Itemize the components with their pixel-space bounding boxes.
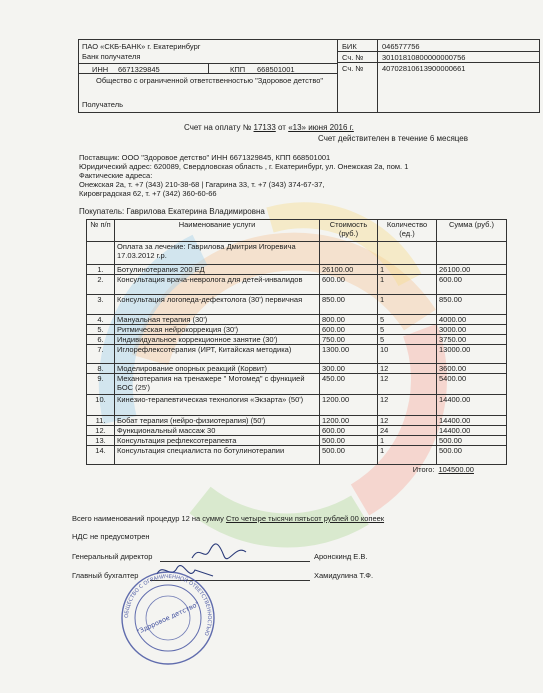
row-service-name: Консультация врача-невролога для детей-инвалидов <box>115 275 320 295</box>
row-service-name: Консультация специалиста по ботулинотерапии <box>115 446 320 465</box>
row-number: 3. <box>87 295 115 315</box>
supplier-line-2: Юридический адрес: 620089, Свердловская область , г. Екатеринбург, ул. Онежская 2а, пом. 1 <box>79 162 409 171</box>
row-number: 9. <box>87 374 115 395</box>
bik-label: БИК <box>342 42 357 51</box>
row-qty: 24 <box>378 426 437 436</box>
row-sum: 600.00 <box>437 275 507 295</box>
row-qty: 5 <box>378 315 437 325</box>
recipient-bank-label: Банк получателя <box>82 52 141 61</box>
account-value: 40702810613900000661 <box>382 64 466 73</box>
bank-details <box>78 39 540 113</box>
row-sum: 13000.00 <box>437 345 507 364</box>
row-price: 500.00 <box>320 446 378 465</box>
kpp-label: КПП <box>230 65 246 74</box>
row-service-name: Функциональный массаж 30 <box>115 426 320 436</box>
header-price: Стоимость (руб.) <box>320 220 378 242</box>
row-qty: 12 <box>378 364 437 374</box>
corr-account-value: 30101810800000000756 <box>382 53 466 62</box>
row-number: 1. <box>87 265 115 275</box>
row-number: 8. <box>87 364 115 374</box>
supplier-line-4: Онежская 2а, т. +7 (343) 210-38-68 | Гагарина 33, т. +7 (343) 374-67-37, <box>79 180 325 189</box>
supplier-line-5: Кировградская 62, т. +7 (342) 360-60-66 <box>79 189 217 198</box>
svg-text:"Здоровое детство": "Здоровое детство" <box>135 599 201 637</box>
table-row <box>87 345 507 364</box>
row-qty: 5 <box>378 325 437 335</box>
row-sum: 3750.00 <box>437 335 507 345</box>
row-sum: 4000.00 <box>437 315 507 325</box>
recipient-bank-name: ПАО «СКБ-БАНК» г. Екатеринбург <box>82 42 201 51</box>
table-row <box>87 426 507 436</box>
kpp-value: 668501001 <box>257 65 295 74</box>
header-service: Наименование услуги <box>115 220 320 242</box>
invoice-validity: Счет действителен в течение 6 месяцев <box>318 134 468 143</box>
row-price: 500.00 <box>320 436 378 446</box>
table-row <box>87 374 507 395</box>
row-qty: 12 <box>378 395 437 416</box>
row-qty: 12 <box>378 416 437 426</box>
corr-account-label: Сч. № <box>342 53 364 62</box>
header-sum: Сумма (руб.) <box>437 220 507 242</box>
row-service-name: Моделирование опорных реакций (Корвит) <box>115 364 320 374</box>
director-name: Аронскинд Е.В. <box>314 552 368 561</box>
payment-for-row <box>87 242 507 265</box>
row-qty: 12 <box>378 374 437 395</box>
row-service-name: Иглорефлексотерапия (ИРТ, Китайская методика) <box>115 345 320 364</box>
invoice-title <box>184 123 354 133</box>
table-row <box>87 446 507 465</box>
total-label: Итого: <box>412 465 435 474</box>
org-name: Общество с ограниченной ответственностью "Здоровое детство" <box>96 76 324 85</box>
director-label: Генеральный директор <box>72 552 153 561</box>
vat-note: НДС не предусмотрен <box>72 532 150 541</box>
row-price: 600.00 <box>320 426 378 436</box>
row-qty: 1 <box>378 436 437 446</box>
invoice-title-prefix: Счет на оплату № <box>184 123 252 132</box>
total-value: 104500.00 <box>438 465 474 474</box>
row-number: 11. <box>87 416 115 426</box>
row-number: 10. <box>87 395 115 416</box>
payment-for: Оплата за лечение: Гаврилова Дмитрия Игоревича 17.03.2012 г.р. <box>115 242 320 265</box>
row-service-name: Бобат терапия (нейро-физиотерапия) (50') <box>115 416 320 426</box>
row-number: 7. <box>87 345 115 364</box>
row-price: 600.00 <box>320 325 378 335</box>
row-qty: 1 <box>378 275 437 295</box>
buyer: Покупатель: Гаврилова Екатерина Владимировна <box>79 207 265 216</box>
row-service-name: Консультация логопеда-дефектолога (30') первичная <box>115 295 320 315</box>
row-service-name: Механотерапия на тренажере " Мотомед" с функцией БОС (25') <box>115 374 320 395</box>
row-qty: 10 <box>378 345 437 364</box>
row-service-name: Консультация рефлексотерапевта <box>115 436 320 446</box>
header-number: № п/п <box>87 220 115 242</box>
accountant-name: Хамидулина Т.Ф. <box>314 571 374 580</box>
invoice-from-label: от <box>278 123 286 132</box>
table-header-row <box>87 220 507 242</box>
supplier-line-1: Поставщик: ООО "Здоровое детство" ИНН 6671329845, КПП 668501001 <box>79 153 331 162</box>
svg-text:ОБЩЕСТВО С ОГРАНИЧЕННОЙ ОТВЕТС: ОБЩЕСТВО С ОГРАНИЧЕННОЙ ОТВЕТСТВЕННОСТЬЮ <box>123 573 213 637</box>
row-sum: 500.00 <box>437 436 507 446</box>
row-service-name: Ботулинотерапия 200 ЕД <box>115 265 320 275</box>
row-sum: 14400.00 <box>437 395 507 416</box>
invoice-date: «13» июня 2016 г. <box>288 123 354 132</box>
row-price: 600.00 <box>320 275 378 295</box>
summary-amount-words: Сто четыре тысячи пятьсот рублей 00 копеек <box>225 514 385 523</box>
table-row <box>87 315 507 325</box>
row-price: 800.00 <box>320 315 378 325</box>
supplier-line-3: Фактические адреса: <box>79 171 153 180</box>
table-row <box>87 364 507 374</box>
recipient-label: Получатель <box>82 100 123 109</box>
row-price: 26100.00 <box>320 265 378 275</box>
row-service-name: Индивидуальное коррекционное занятие (30') <box>115 335 320 345</box>
row-price: 850.00 <box>320 295 378 315</box>
row-qty: 1 <box>378 295 437 315</box>
row-price: 1200.00 <box>320 416 378 426</box>
row-sum: 14400.00 <box>437 416 507 426</box>
total-row <box>87 465 507 476</box>
table-row <box>87 265 507 275</box>
row-sum: 3600.00 <box>437 364 507 374</box>
row-sum: 850.00 <box>437 295 507 315</box>
row-service-name: Мануальная терапия (30') <box>115 315 320 325</box>
accountant-label: Главный бухгалтер <box>72 571 139 580</box>
summary-count: Всего наименований процедур 12 на сумму <box>72 514 224 523</box>
bik-value: 046577756 <box>382 42 420 51</box>
row-number: 2. <box>87 275 115 295</box>
table-row <box>87 325 507 335</box>
account-label: Сч. № <box>342 64 364 73</box>
table-row <box>87 335 507 345</box>
row-price: 300.00 <box>320 364 378 374</box>
summary-line <box>72 514 384 523</box>
invoice-number: 17133 <box>253 123 276 132</box>
row-sum: 500.00 <box>437 446 507 465</box>
row-price: 1200.00 <box>320 395 378 416</box>
company-stamp <box>118 568 218 668</box>
row-number: 14. <box>87 446 115 465</box>
row-sum: 14400.00 <box>437 426 507 436</box>
row-service-name: Кинезио-терапевтическая технология «Экзарта» (50') <box>115 395 320 416</box>
table-row <box>87 395 507 416</box>
row-number: 4. <box>87 315 115 325</box>
row-number: 6. <box>87 335 115 345</box>
row-sum: 3000.00 <box>437 325 507 335</box>
row-sum: 5400.00 <box>437 374 507 395</box>
table-row <box>87 416 507 426</box>
header-qty: Количество (ед.) <box>378 220 437 242</box>
services-table <box>86 219 507 476</box>
inn-label: ИНН <box>92 65 109 74</box>
row-number: 12. <box>87 426 115 436</box>
row-service-name: Ритмическая нейрокоррекция (30') <box>115 325 320 335</box>
row-number: 13. <box>87 436 115 446</box>
row-qty: 1 <box>378 446 437 465</box>
row-price: 450.00 <box>320 374 378 395</box>
row-sum: 26100.00 <box>437 265 507 275</box>
row-price: 1300.00 <box>320 345 378 364</box>
row-price: 750.00 <box>320 335 378 345</box>
row-qty: 1 <box>378 265 437 275</box>
row-number: 5. <box>87 325 115 335</box>
table-row <box>87 436 507 446</box>
inn-value: 6671329845 <box>118 65 160 74</box>
row-qty: 5 <box>378 335 437 345</box>
table-row <box>87 295 507 315</box>
table-row <box>87 275 507 295</box>
